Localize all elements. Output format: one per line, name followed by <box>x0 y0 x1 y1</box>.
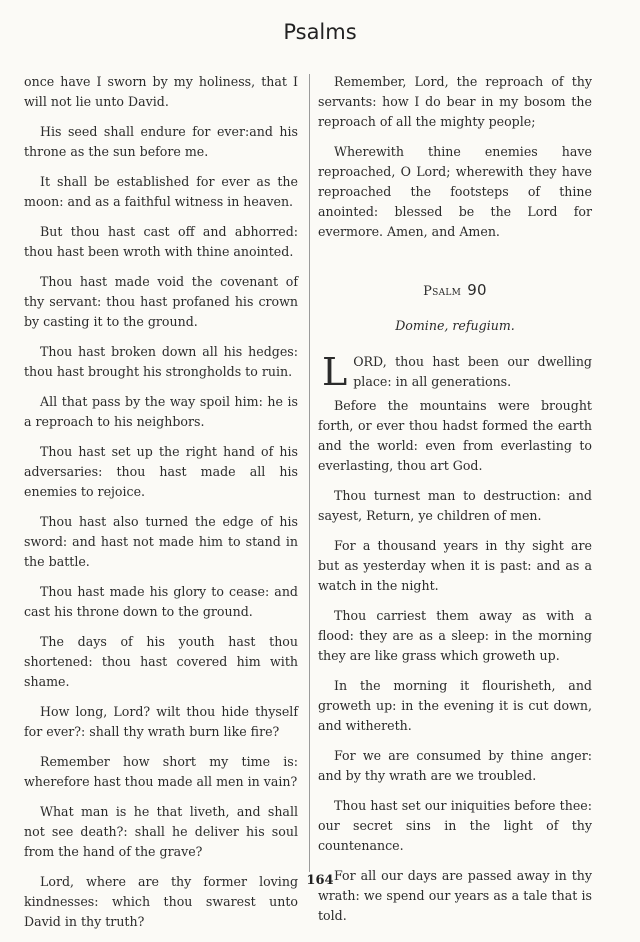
verse: Thou hast made void the covenant of thy servant: thou hast profaned his crown by casting it to the ground. <box>24 274 298 329</box>
verse: The days of his youth hast thou shortened: thou hast covered him with shame. <box>24 634 298 689</box>
psalm-heading <box>318 280 592 302</box>
verse: What man is he that liveth, and shall not see death?: shall he deliver his soul from the hand of the grave? <box>24 804 298 859</box>
verse: How long, Lord? wilt thou hide thyself for ever?: shall thy wrath burn like fire? <box>24 704 298 739</box>
psalm-label: Psalm <box>423 284 462 299</box>
verse: Wherewith thine enemies have reproached, O Lord; wherewith they have reproached the footsteps of thine anointed: blessed be the Lord for evermore. Amen, and Amen. <box>318 144 592 239</box>
psalm-number: 90 <box>467 281 487 299</box>
verse: Thou hast set up the right hand of his adversaries: thou hast made all his enemies to rejoice. <box>24 444 298 499</box>
verse: All that pass by the way spoil him: he is a reproach to his neighbors. <box>24 394 298 429</box>
verse: For we are consumed by thine anger: and by thy wrath are we troubled. <box>318 748 592 783</box>
verse: It shall be established for ever as the moon: and as a faithful witness in heaven. <box>24 174 298 209</box>
verse: Thou hast set our iniquities before thee: our secret sins in the light of thy countenance. <box>318 798 592 853</box>
left-column <box>24 72 298 942</box>
verse: For all our days are passed away in thy wrath: we spend our years as a tale that is told. <box>318 868 592 923</box>
page-title: Psalms <box>283 20 357 44</box>
verse: Remember, Lord, the reproach of thy servants: how I do bear in my bosom the reproach of all the mighty people; <box>318 74 592 129</box>
verse: But thou hast cast off and abhorred: thou hast been wroth with thine anointed. <box>24 224 298 259</box>
verse: Before the mountains were brought forth, or ever thou hadst formed the earth and the world: even from everlasting to everlasting, thou art God. <box>318 398 592 473</box>
verse: Remember how short my time is: wherefore hast thou made all men in vain? <box>24 754 298 789</box>
first-verse-text: ORD, thou hast been our dwelling place: in all generations. <box>353 354 592 389</box>
psalm-latin-title: Domine, refugium. <box>395 318 515 333</box>
verse <box>318 352 592 392</box>
verse: In the morning it flourisheth, and groweth up: in the evening it is cut down, and withereth. <box>318 678 592 733</box>
verse: Thou turnest man to destruction: and sayest, Return, ye children of men. <box>318 488 592 523</box>
verse: For a thousand years in thy sight are but as yesterday when it is past: and as a watch in the night. <box>318 538 592 593</box>
right-column <box>318 72 592 936</box>
verse: Thou hast also turned the edge of his sword: and hast not made him to stand in the battle. <box>24 514 298 569</box>
verse: Thou hast broken down all his hedges: thou hast brought his strongholds to ruin. <box>24 344 298 379</box>
verse: Thou hast made his glory to cease: and cast his throne down to the ground. <box>24 584 298 619</box>
column-divider <box>309 74 310 872</box>
verse: His seed shall endure for ever:and his throne as the sun before me. <box>24 124 298 159</box>
verse: Lord, where are thy former loving kindnesses: which thou swarest unto David in thy truth? <box>24 874 298 929</box>
drop-cap: L <box>322 350 348 394</box>
page-number: 164 <box>306 873 334 888</box>
verse: Thou carriest them away as with a flood: they are as a sleep: in the morning they are like grass which groweth up. <box>318 608 592 663</box>
verse: once have I sworn by my holiness, that I will not lie unto David. <box>24 74 298 109</box>
